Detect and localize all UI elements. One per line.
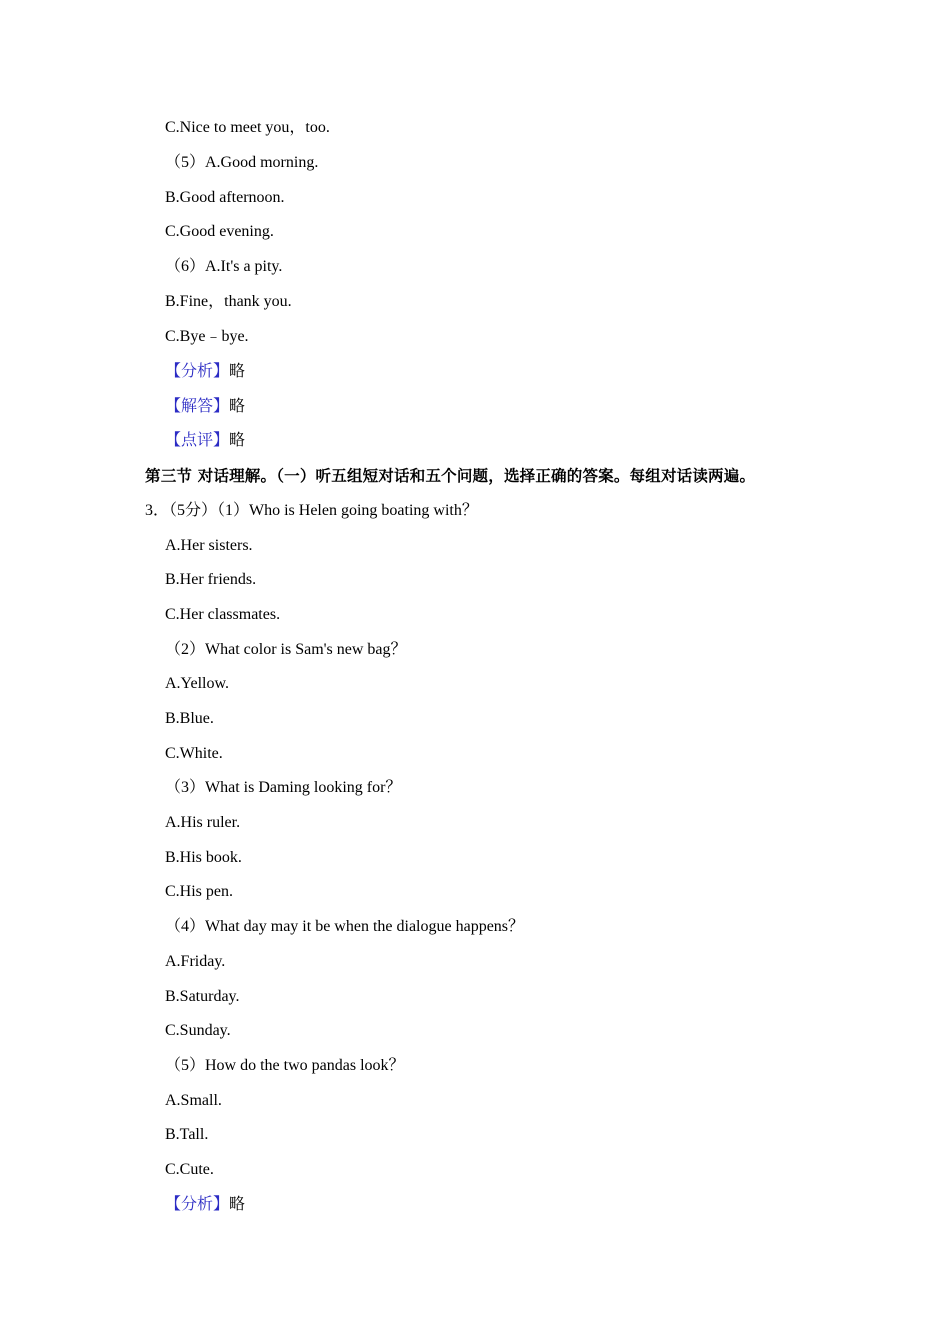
line-text: C.Her classmates. xyxy=(165,606,281,623)
line-text: B.Her friends. xyxy=(165,571,257,588)
line-text: （5）A.Good morning. xyxy=(165,154,319,171)
question-line xyxy=(165,153,318,173)
line-text: C.Bye﹣bye. xyxy=(165,328,249,345)
line-text: 3．（5分）（1）Who is Helen going boating with？ xyxy=(145,502,478,519)
option-line xyxy=(165,987,240,1007)
line-text: C.Nice to meet you，too. xyxy=(165,119,330,136)
option-line xyxy=(165,952,225,972)
answer-tag: 【解答】 xyxy=(165,398,230,415)
option-line xyxy=(165,1021,231,1041)
line-text: B.Fine，thank you. xyxy=(165,293,292,310)
question-line xyxy=(165,257,282,277)
option-line xyxy=(165,327,249,347)
option-line xyxy=(165,1091,222,1111)
option-line xyxy=(165,882,233,902)
answer-text: 略 xyxy=(229,398,246,415)
line-text: C.Good evening. xyxy=(165,223,274,240)
analysis-tag: 【分析】 xyxy=(165,1196,230,1213)
line-text: B.Blue. xyxy=(165,710,214,727)
question-number-line xyxy=(145,501,478,521)
line-text: B.Saturday. xyxy=(165,988,240,1005)
section-heading xyxy=(145,466,755,486)
comment-tag: 【点评】 xyxy=(165,432,230,449)
analysis-line xyxy=(165,1195,245,1215)
line-text: （5）How do the two pandas look？ xyxy=(165,1057,405,1074)
option-line xyxy=(165,188,285,208)
analysis-text: 略 xyxy=(229,363,246,380)
option-line xyxy=(165,570,256,590)
line-text: C.Sunday. xyxy=(165,1022,231,1039)
line-text: （4）What day may it be when the dialogue happens？ xyxy=(165,918,525,935)
option-line xyxy=(165,744,223,764)
comment-line xyxy=(165,431,245,451)
question-line xyxy=(165,778,401,798)
line-text: A.His ruler. xyxy=(165,814,241,831)
option-line xyxy=(165,674,229,694)
line-text: （3）What is Daming looking for？ xyxy=(165,779,402,796)
option-line xyxy=(165,813,240,833)
line-text: （6）A.It's a pity. xyxy=(165,258,283,275)
analysis-tag: 【分析】 xyxy=(165,363,230,380)
section-heading-text: 第三节 对话理解。（一）听五组短对话和五个问题，选择正确的答案。每组对话读两遍。 xyxy=(145,467,756,485)
option-line xyxy=(165,292,292,312)
question-line xyxy=(165,917,524,937)
option-line xyxy=(165,536,253,556)
analysis-line xyxy=(165,362,245,382)
answer-line xyxy=(165,397,245,417)
line-text: C.Cute. xyxy=(165,1161,214,1178)
question-line xyxy=(165,640,407,660)
line-text: A.Friday. xyxy=(165,953,226,970)
line-text: （2）What color is Sam's new bag？ xyxy=(165,641,407,658)
option-line xyxy=(165,1125,208,1145)
line-text: B.His book. xyxy=(165,849,242,866)
analysis-text: 略 xyxy=(229,1196,246,1213)
line-text: A.Yellow. xyxy=(165,675,230,692)
line-text: C.White. xyxy=(165,745,223,762)
option-line xyxy=(165,1160,214,1180)
question-line xyxy=(165,1056,405,1076)
option-line xyxy=(165,118,330,138)
option-line xyxy=(165,222,274,242)
comment-text: 略 xyxy=(229,432,246,449)
line-text: C.His pen. xyxy=(165,883,233,900)
line-text: B.Tall. xyxy=(165,1126,209,1143)
line-text: A.Her sisters. xyxy=(165,537,253,554)
line-text: A.Small. xyxy=(165,1092,222,1109)
line-text: B.Good afternoon. xyxy=(165,189,285,206)
option-line xyxy=(165,709,214,729)
option-line xyxy=(165,848,242,868)
option-line xyxy=(165,605,280,625)
